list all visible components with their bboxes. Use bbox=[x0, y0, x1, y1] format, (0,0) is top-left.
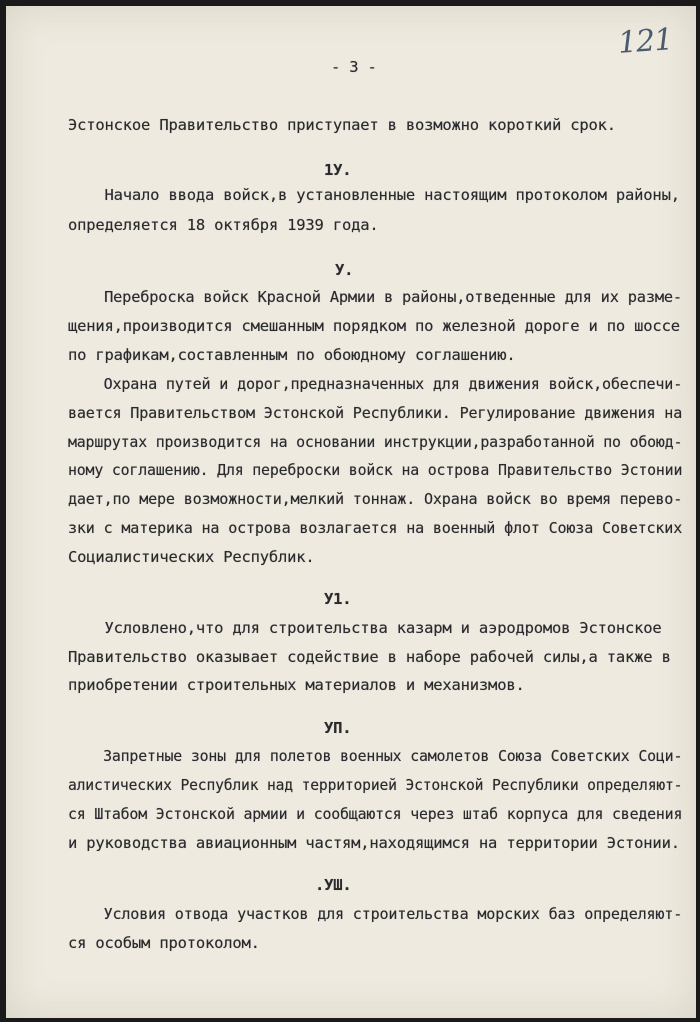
text-line: Социалистических Республик. bbox=[68, 548, 315, 566]
text-line: Начало ввода войск,в установленные настоящим протоколом районы, bbox=[68, 186, 680, 204]
text-line: маршрутах производится на основании инструкции,разработанной по обоюд- bbox=[68, 433, 683, 451]
text-line: и руководства авиационным частям,находящимся на территории Эстонии. bbox=[68, 834, 680, 852]
text-line: вается Правительством Эстонской Республики. Регулирование движения на bbox=[68, 404, 683, 422]
text-line: ся особым протоколом. bbox=[68, 934, 260, 952]
text-line: ному соглашению. Для переброски войск на острова Правительство Эстонии bbox=[68, 461, 683, 479]
text-line: Правительство оказывает содействие в наборе рабочей силы,а также в bbox=[68, 648, 671, 666]
text-line: Условия отвода участков для строительства морских баз определяют- bbox=[68, 905, 683, 923]
text-line: Запретные зоны для полетов военных самолетов Союза Советских Соци- bbox=[68, 747, 683, 765]
text-line: алистических Республик над территорией Эстонской Республики определяют- bbox=[68, 776, 683, 794]
page-number: - 3 - bbox=[331, 58, 377, 76]
section-heading-4: 1У. bbox=[324, 161, 352, 179]
section-heading-8: .УШ. bbox=[315, 876, 352, 894]
text-line: Переброска войск Красной Армии в районы,отведенные для их разме- bbox=[68, 288, 682, 306]
text-line: Условлено,что для строительства казарм и аэродромов Эстонское bbox=[68, 619, 662, 637]
text-line: щения,производится смешанным порядком по железной дороге и по шоссе bbox=[68, 317, 680, 335]
text-line: дает,по мере возможности,мелкий тоннаж. Охрана войск во время перево- bbox=[68, 490, 683, 508]
section-heading-6: У1. bbox=[324, 590, 352, 608]
text-line: определяется 18 октября 1939 года. bbox=[68, 216, 379, 234]
text-line: приобретении строительных материалов и механизмов. bbox=[68, 676, 525, 694]
text-line: ся Штабом Эстонской армии и сообщаются через штаб корпуса для сведения bbox=[68, 805, 683, 823]
archive-page-number: 121 bbox=[616, 22, 674, 61]
text-line: Охрана путей и дорог,предназначенных для движения войск,обеспечи- bbox=[68, 375, 683, 393]
text-line: по графикам,составленным по обоюдному соглашению. bbox=[68, 346, 516, 364]
text-line: Эстонское Правительство приступает в возможно короткий срок. bbox=[68, 116, 616, 134]
section-heading-7: УП. bbox=[324, 719, 352, 737]
document-page bbox=[6, 6, 696, 1018]
section-heading-5: У. bbox=[335, 261, 354, 279]
text-line: зки с материка на острова возлагается на военный флот Союза Советских bbox=[68, 519, 683, 537]
